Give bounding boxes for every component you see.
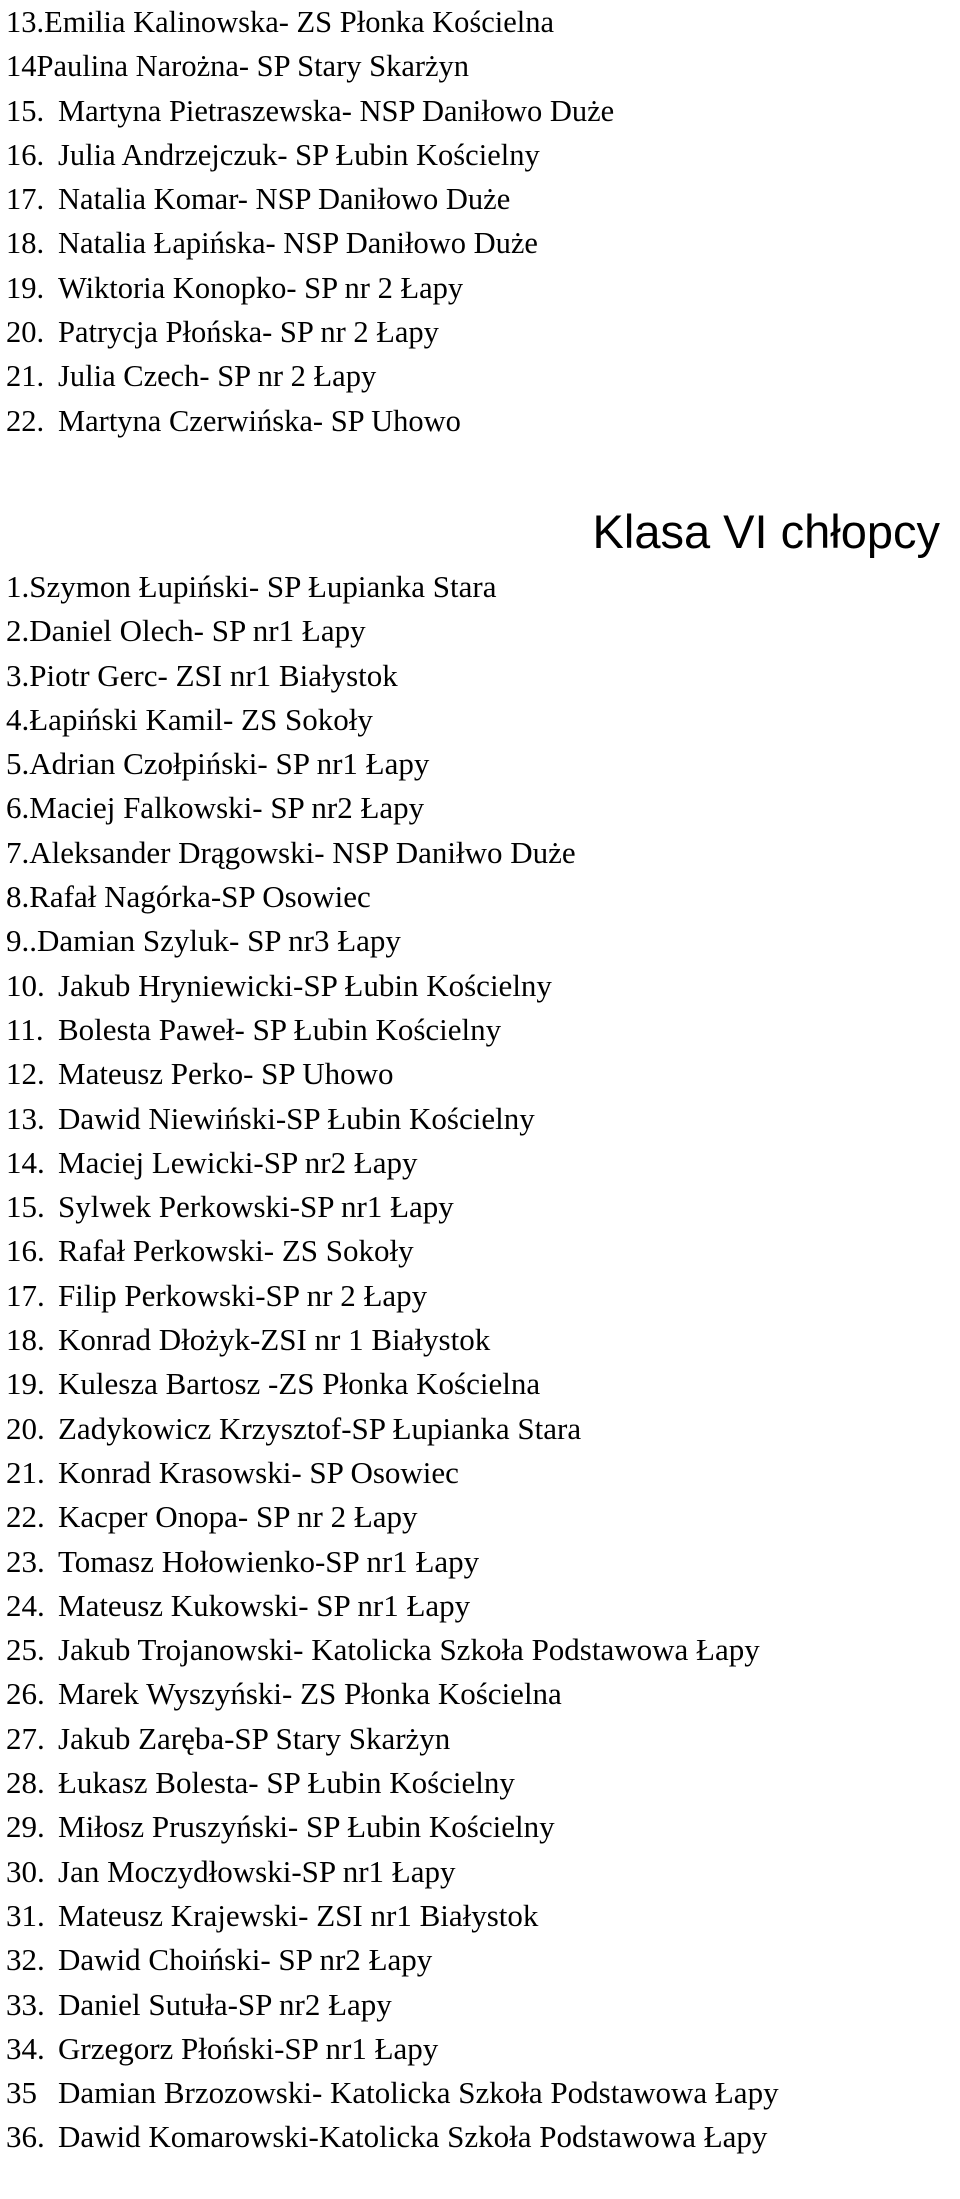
list-item-number: 2. [6, 613, 30, 649]
list-item [6, 1451, 779, 1495]
list-item-text: Daniel Olech- SP nr1 Łapy [29, 613, 366, 649]
list-item-text: Filip Perkowski-SP nr 2 Łapy [58, 1277, 428, 1313]
list-item [6, 1185, 779, 1229]
list-item-number: 3. [6, 657, 30, 693]
list-item [6, 831, 779, 875]
list-item-number: 10. [6, 967, 45, 1003]
list-item-number: 28. [6, 1765, 45, 1801]
list-item-number: 22. [6, 403, 45, 438]
list-item [6, 1052, 779, 1096]
list-item-text: Rafał Perkowski- ZS Sokoły [58, 1233, 414, 1269]
list-item-number: 27. [6, 1720, 45, 1756]
list-item [6, 2027, 779, 2071]
list-item-text: Sylwek Perkowski-SP nr1 Łapy [58, 1189, 454, 1225]
list-item-text: Daniel Sutuła-SP nr2 Łapy [58, 1986, 392, 2022]
list-item-text: Jan Moczydłowski-SP nr1 Łapy [58, 1853, 456, 1889]
list-item-text: Paulina Narożna- SP Stary Skarżyn [36, 49, 470, 84]
list-item [6, 354, 614, 398]
list-item-number: 21. [6, 1454, 45, 1490]
list-item [6, 1495, 779, 1539]
list-item [6, 1097, 779, 1141]
list-item [6, 310, 614, 354]
list-item-text: Damian Szyluk- SP nr3 Łapy [37, 923, 401, 959]
list-item [6, 177, 614, 221]
list-item-number: 13. [6, 1100, 45, 1136]
list-item [6, 1008, 779, 1052]
list-item-number: 25. [6, 1632, 45, 1668]
list-item-number: 35 [6, 2075, 37, 2111]
list-item [6, 786, 779, 830]
list-item-number: 22. [6, 1499, 45, 1535]
list-item-number: 4. [6, 701, 30, 737]
list-item-number: 20. [6, 315, 45, 350]
list-item-number: 30. [6, 1853, 45, 1889]
list-item [6, 1318, 779, 1362]
list-item-number: 15. [6, 1189, 45, 1225]
list-item [6, 1407, 779, 1451]
list-item [6, 1141, 779, 1185]
boys-results-list [6, 565, 779, 2160]
list-item-number: 31. [6, 1897, 45, 1933]
list-item [6, 919, 779, 963]
list-item [6, 2115, 779, 2159]
list-item [6, 1362, 779, 1406]
list-item-number: 16. [6, 137, 45, 172]
list-item-number: 19. [6, 1366, 45, 1402]
list-item-text: Jakub Trojanowski- Katolicka Szkoła Podstawowa Łapy [58, 1632, 760, 1668]
list-item-number: 34. [6, 2030, 45, 2066]
list-item-number: 6. [6, 790, 30, 826]
list-item-number: 18. [6, 1322, 45, 1358]
list-item [6, 399, 614, 443]
list-item-number: 13. [6, 5, 45, 39]
list-item [6, 1274, 779, 1318]
list-item [6, 266, 614, 310]
list-item [6, 609, 779, 653]
list-item-text: Piotr Gerc- ZSI nr1 Białystok [29, 657, 398, 693]
list-item-text: Dawid Komarowski-Katolicka Szkoła Podstawowa Łapy [58, 2119, 768, 2155]
list-item-text: Natalia Łapińska- NSP Daniłowo Duże [58, 226, 538, 261]
list-item-number: 18. [6, 226, 45, 261]
list-item-number: 15. [6, 93, 45, 128]
list-item [6, 964, 779, 1008]
list-item-text: Dawid Niewiński-SP Łubin Kościelny [58, 1100, 535, 1136]
list-item-number: 26. [6, 1676, 45, 1712]
list-item-number: 16. [6, 1233, 45, 1269]
list-item [6, 89, 614, 133]
list-item-text: Rafał Nagórka-SP Osowiec [29, 879, 371, 915]
list-item-text: Julia Andrzejczuk- SP Łubin Kościelny [58, 137, 540, 172]
list-item-text: Wiktoria Konopko- SP nr 2 Łapy [58, 270, 464, 305]
list-item-text: Mateusz Kukowski- SP nr1 Łapy [58, 1587, 471, 1623]
list-item-text: Maciej Falkowski- SP nr2 Łapy [29, 790, 425, 826]
list-item [6, 1761, 779, 1805]
list-item-text: Konrad Krasowski- SP Osowiec [58, 1454, 459, 1490]
list-item [6, 0, 614, 44]
list-item-text: Miłosz Pruszyński- SP Łubin Kościelny [58, 1809, 555, 1845]
list-item-text: Emilia Kalinowska- ZS Płonka Kościelna [44, 5, 555, 39]
list-item-text: Maciej Lewicki-SP nr2 Łapy [58, 1144, 418, 1180]
list-item-number: 7. [6, 834, 30, 870]
list-item-text: Łukasz Bolesta- SP Łubin Kościelny [58, 1765, 515, 1801]
list-item [6, 698, 779, 742]
list-item-text: Zadykowicz Krzysztof-SP Łupianka Stara [58, 1410, 582, 1446]
list-item [6, 565, 779, 609]
list-item [6, 875, 779, 919]
list-item-number: 14 [6, 49, 37, 84]
list-item-number: 11. [6, 1011, 44, 1047]
list-item-text: Martyna Czerwińska- SP Uhowo [58, 403, 461, 438]
list-item [6, 654, 779, 698]
list-item-text: Adrian Czołpiński- SP nr1 Łapy [29, 746, 430, 782]
list-item [6, 1672, 779, 1716]
list-item [6, 44, 614, 88]
list-item [6, 1938, 779, 1982]
list-item-text: Konrad Dłożyk-ZSI nr 1 Białystok [58, 1322, 491, 1358]
list-item-number: 19. [6, 270, 45, 305]
list-item-text: Łapiński Kamil- ZS Sokoły [29, 701, 373, 737]
list-item-number: 5. [6, 746, 30, 782]
girls-results-list [6, 0, 614, 443]
list-item-number: 21. [6, 359, 45, 394]
list-item-text: Natalia Komar- NSP Daniłowo Duże [58, 182, 511, 217]
list-item-text: Jakub Zaręba-SP Stary Skarżyn [58, 1720, 451, 1756]
list-item [6, 1850, 779, 1894]
list-item [6, 1540, 779, 1584]
list-item [6, 1983, 779, 2027]
list-item-text: Grzegorz Płoński-SP nr1 Łapy [58, 2030, 439, 2066]
list-item [6, 1717, 779, 1761]
list-item-number: 12. [6, 1056, 45, 1092]
list-item-number: 17. [6, 1277, 45, 1313]
list-item-text: Jakub Hryniewicki-SP Łubin Kościelny [58, 967, 552, 1003]
list-item [6, 2071, 779, 2115]
section-heading-boys: Klasa VI chłopcy [592, 505, 940, 558]
list-item-number: 14. [6, 1144, 45, 1180]
list-item-text: Damian Brzozowski- Katolicka Szkoła Podstawowa Łapy [58, 2075, 779, 2111]
list-item-text: Martyna Pietraszewska- NSP Daniłowo Duże [58, 93, 615, 128]
list-item-text: Szymon Łupiński- SP Łupianka Stara [29, 569, 497, 604]
list-item-number: 32. [6, 1942, 45, 1978]
list-item-text: Kulesza Bartosz -ZS Płonka Kościelna [58, 1366, 541, 1402]
list-item [6, 1894, 779, 1938]
list-item-text: Mateusz Perko- SP Uhowo [58, 1056, 394, 1092]
list-item-number: 9.. [6, 923, 37, 959]
list-item-text: Kacper Onopa- SP nr 2 Łapy [58, 1499, 418, 1535]
list-item-number: 36. [6, 2119, 45, 2155]
list-item-text: Julia Czech- SP nr 2 Łapy [58, 359, 377, 394]
list-item-text: Tomasz Hołowienko-SP nr1 Łapy [58, 1543, 480, 1579]
list-item-number: 20. [6, 1410, 45, 1446]
list-item-text: Dawid Choiński- SP nr2 Łapy [58, 1942, 433, 1978]
list-item [6, 1805, 779, 1849]
list-item [6, 742, 779, 786]
list-item [6, 221, 614, 265]
list-item-number: 29. [6, 1809, 45, 1845]
list-item-number: 33. [6, 1986, 45, 2022]
list-item-number: 24. [6, 1587, 45, 1623]
list-item-text: Aleksander Drągowski- NSP Daniłwo Duże [29, 834, 576, 870]
list-item-text: Patrycja Płońska- SP nr 2 Łapy [58, 315, 439, 350]
list-item-number: 17. [6, 182, 45, 217]
list-item-number: 23. [6, 1543, 45, 1579]
list-item [6, 1584, 779, 1628]
list-item [6, 133, 614, 177]
list-item [6, 1628, 779, 1672]
list-item-text: Marek Wyszyński- ZS Płonka Kościelna [58, 1676, 562, 1712]
list-item-number: 8. [6, 879, 30, 915]
list-item-number: 1. [6, 569, 30, 604]
list-item-text: Mateusz Krajewski- ZSI nr1 Białystok [58, 1897, 539, 1933]
list-item-text: Bolesta Paweł- SP Łubin Kościelny [58, 1011, 502, 1047]
list-item [6, 1229, 779, 1273]
